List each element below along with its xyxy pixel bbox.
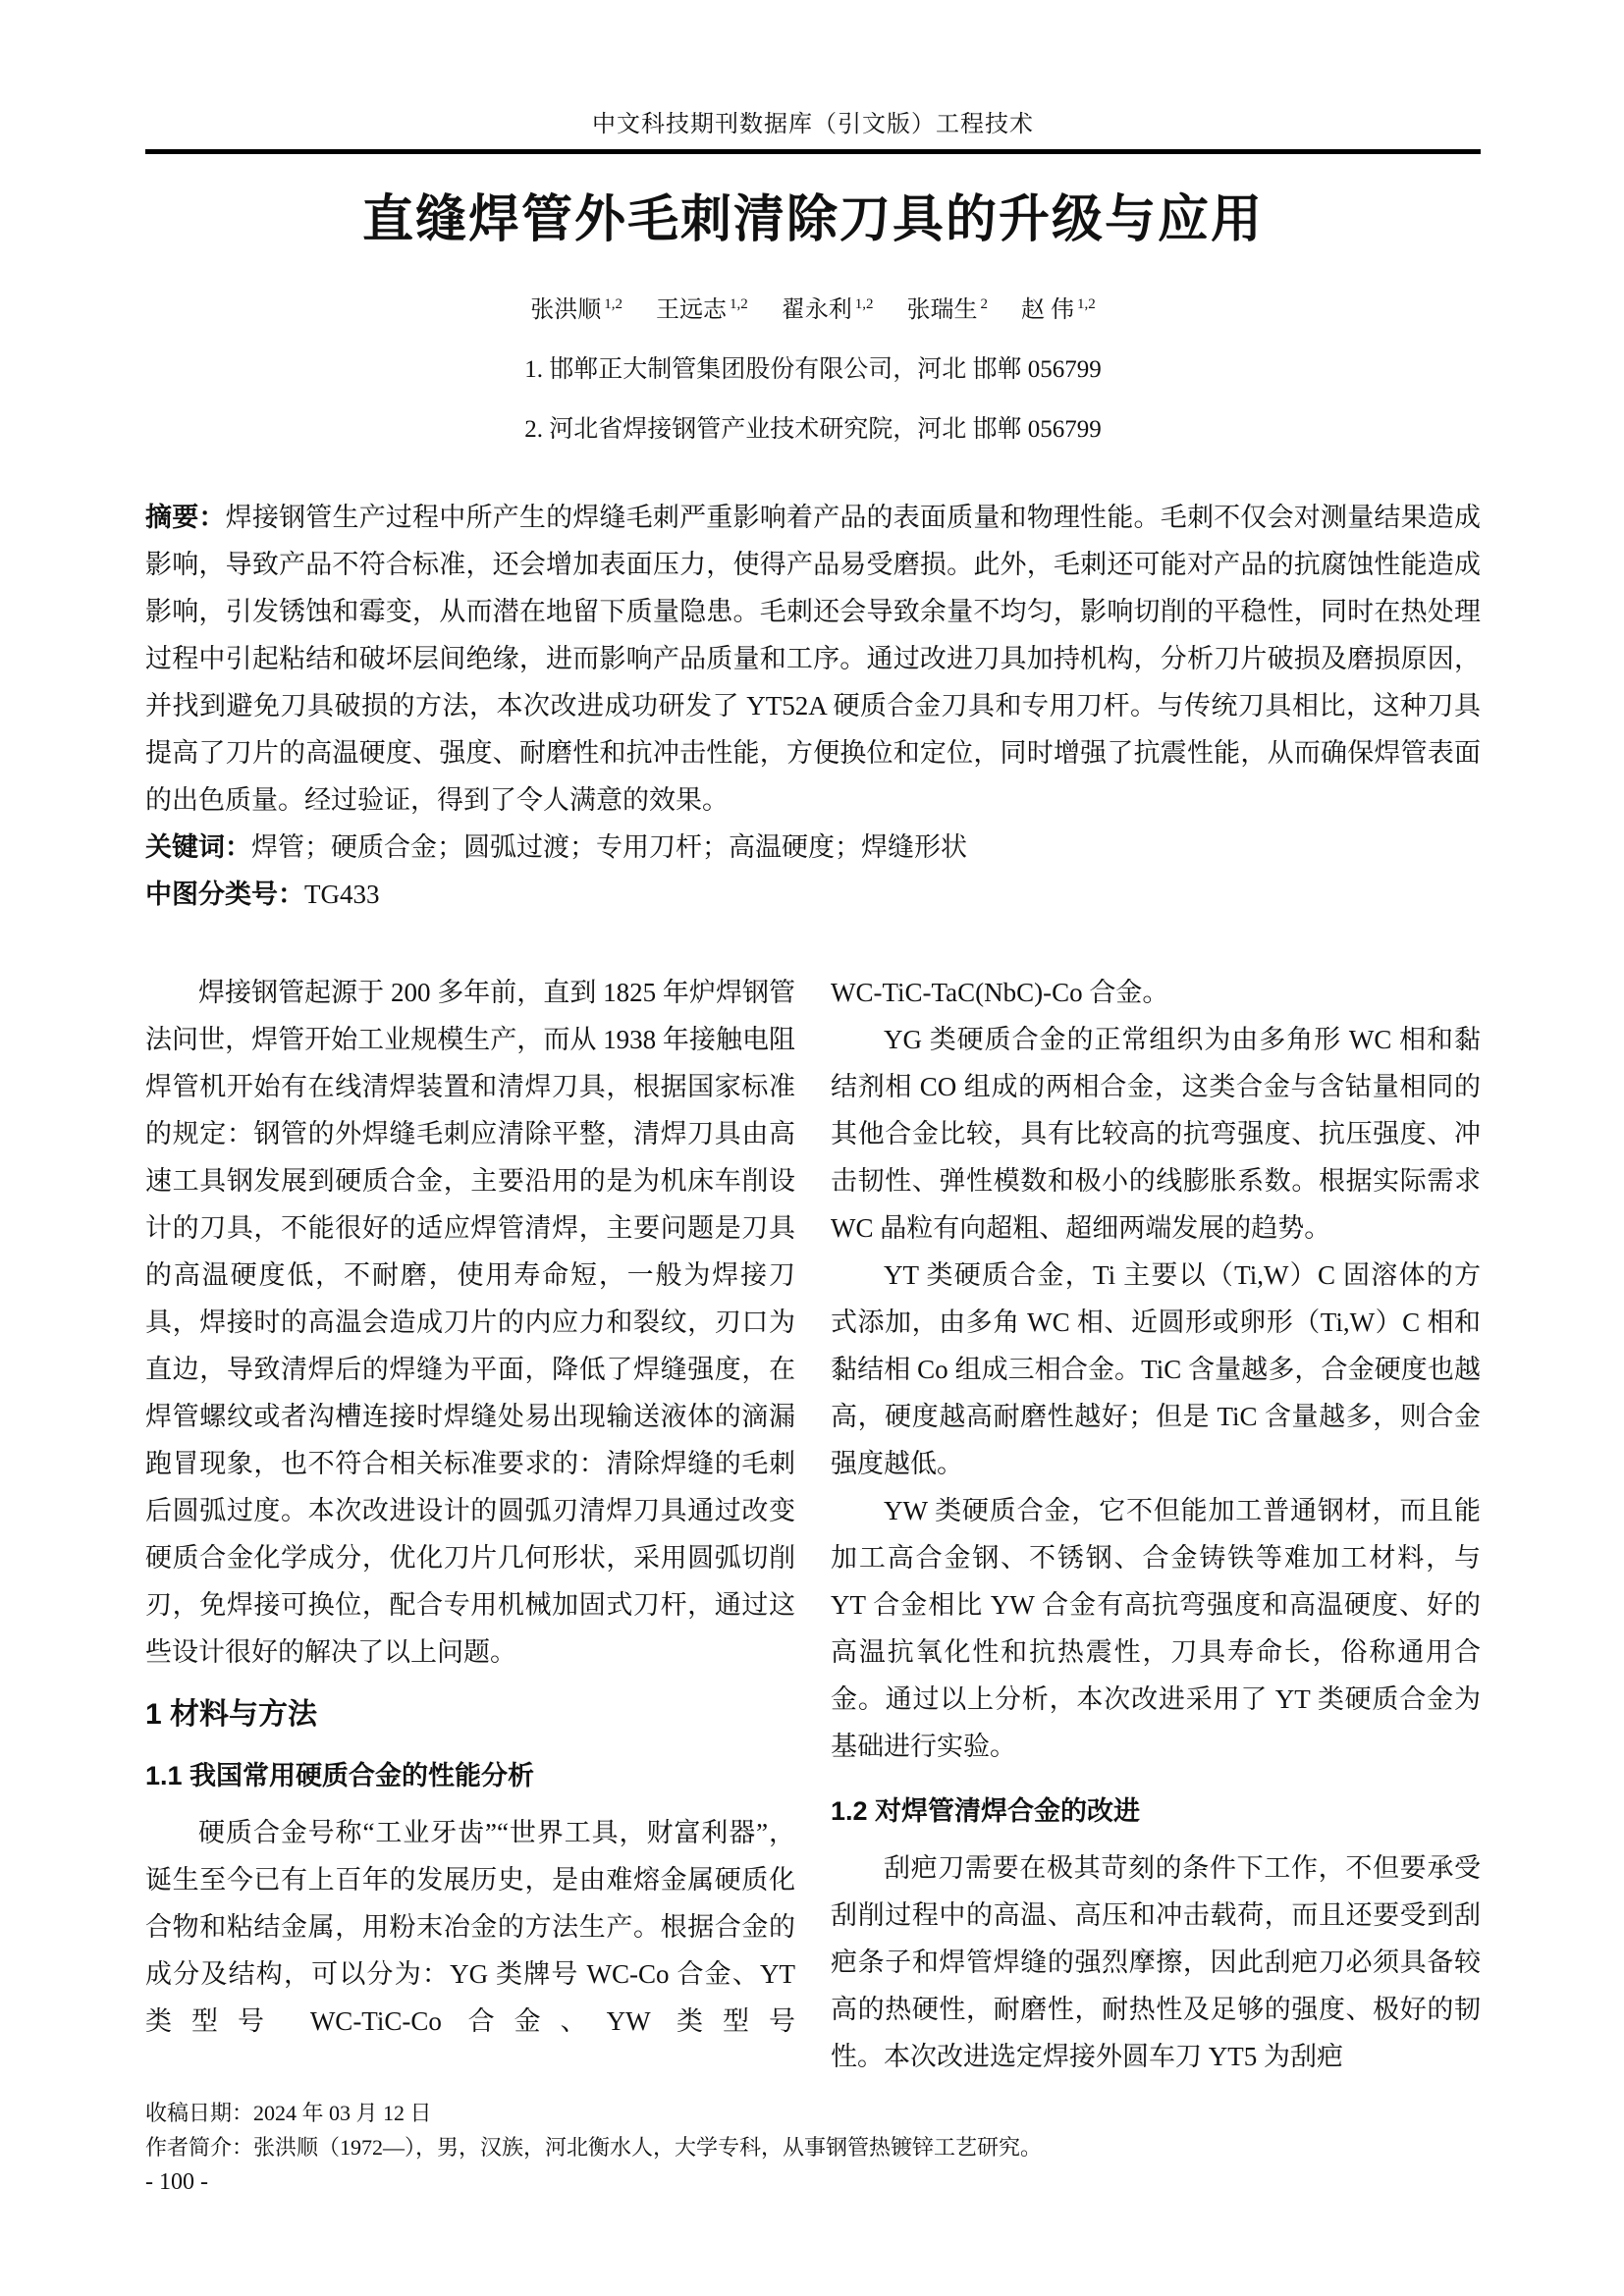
paper-title: 直缝焊管外毛刺清除刀具的升级与应用 xyxy=(361,191,1264,248)
authors-line xyxy=(145,288,1481,327)
paragraph-intro: 焊接钢管起源于 200 多年前，直到 1825 年炉焊钢管法问世，焊管开始工业规模生产，而从 1938 年接触电阻焊管机开始有在线清焊装置和清焊刀具，根据国家标准的规定：钢管的外焊缝毛刺应清除平整，清焊刀具由高速工具钢发展到硬质合金，主要沿用的是为机床车削设计的刀具，不能很好的适应焊管清焊，主要问题是刀具的高温硬度低，不耐磨，使用寿命短，一般为焊接刀具，焊接时的高温会造成刀片的内应力和裂纹，刃口为直边，导致清焊后的焊缝为平面，降低了焊缝强度，在焊管螺纹或者沟槽连接时焊缝处易出现输送液体的滴漏跑冒现象，也不符合相关标准要求的：清除焊缝的毛刺后圆弧过度。本次改进设计的圆弧刃清焊刀具通过改变硬质合金化学成分，优化刀片几何形状，采用圆弧切削刃，免焊接可换位，配合专用机械加固式刀杆，通过这些设计很好的解决了以上问题。 xyxy=(145,978,795,1667)
author-name: 张洪顺 xyxy=(530,297,602,323)
abstract-text: 焊接钢管生产过程中所产生的焊缝毛刺严重影响着产品的表面质量和物理性能。毛刺不仅会对测量结果造成影响，导致产品不符合标准，还会增加表面压力，使得产品易受磨损。此外，毛刺还可能对产品的抗腐蚀性能造成影响，引发锈蚀和霉变，从而潜在地留下质量隐患。毛刺还会导致余量不均匀，影响切削的平稳性，同时在热处理过程中引起粘结和破坏层间绝缘，进而影响产品质量和工序。通过改进刀具加持机构，分析刀片破损及磨损原因，并找到避免刀具破损的方法，本次改进成功研发了 YT52A 硬质合金刀具和专用刀杆。与传统刀具相比，这种刀具提高了刀片的高温硬度、强度、耐磨性和抗冲击性能，方便换位和定位，同时增强了抗震性能，从而确保焊管表面的出色质量。经过验证，得到了令人满意的效果。 xyxy=(145,503,1482,815)
abstract-label: 摘要： xyxy=(145,503,226,532)
clc-number xyxy=(145,871,1481,918)
footer xyxy=(145,2096,1481,2200)
keywords-text: 焊管；硬质合金；圆弧过渡；专用刀杆；高温硬度；焊缝形状 xyxy=(251,832,967,862)
paragraph-yw-alloy: YW 类硬质合金，它不但能加工普通钢材，而且能加工高合金钢、不锈钢、合金铸铁等难加工材料，与 YT 合金相比 YW 合金有高抗弯强度和高温硬度、好的高温抗氧化性和抗热震性，刀具寿命长，俗称通用合金。通过以上分析，本次改进采用了 YT 类硬质合金为基础进行实验。 xyxy=(831,1496,1481,1761)
section-heading-1: 1 材料与方法 xyxy=(145,1698,318,1731)
affiliation-line-2: 2. 河北省焊接钢管产业技术研究院，河北 邯郸 056799 xyxy=(524,416,1102,443)
author xyxy=(782,297,874,323)
author-sup: 1,2 xyxy=(854,296,874,312)
column-left xyxy=(145,969,795,2080)
author-name: 王远志 xyxy=(656,297,727,323)
clc-label: 中图分类号： xyxy=(145,880,304,909)
author xyxy=(907,297,989,323)
paragraph-alloys: 硬质合金号称“工业牙齿”“世界工具，财富利器”，诞生至今已有上百年的发展历史，是由难熔金属硬质化合物和粘结金属，用粉末冶金的方法生产。根据合金的成分及结构，可以分为：YG 类牌号 WC-Co 合金、YT 类型号 WC-TiC-Co 合金、YW 类型号 xyxy=(145,1818,795,2036)
keywords-label: 关键词： xyxy=(145,832,251,862)
subsection-heading-1-2: 1.2 对焊管清焊合金的改进 xyxy=(831,1796,1141,1826)
paragraph-yg-alloy: YG 类硬质合金的正常组织为由多角形 WC 相和黏结剂相 CO 组成的两相合金，这类合金与含钴量相同的其他合金比较，具有比较高的抗弯强度、抗压强度、冲击韧性、弹性模数和极小的线膨胀系数。根据实际需求 WC 晶粒有向超粗、超细两端发展的趋势。 xyxy=(831,1025,1481,1243)
clc-text: TG433 xyxy=(304,880,380,909)
paragraph-continuation: WC-TiC-TaC(NbC)-Co 合金。 xyxy=(831,978,1169,1007)
subsection-heading-1-1: 1.1 我国常用硬质合金的性能分析 xyxy=(145,1761,535,1790)
author xyxy=(1021,297,1096,323)
body-columns xyxy=(145,969,1481,2080)
footer-received-date: 收稿日期：2024 年 03 月 12 日 xyxy=(145,2101,432,2125)
paragraph-scraper: 刮疤刀需要在极其苛刻的条件下工作，不但要承受刮削过程中的高温、高压和冲击载荷，而且还要受到刮疤条子和焊管焊缝的强烈摩擦，因此刮疤刀必须具备较高的热硬性，耐磨性，耐热性及足够的强度、极好的韧性。本次改进选定焊接外圆车刀 YT5 为刮疤 xyxy=(831,1853,1481,2071)
keywords xyxy=(145,824,1481,871)
abstract xyxy=(145,494,1481,824)
affiliation-line-1: 1. 邯郸正大制管集团股份有限公司，河北 邯郸 056799 xyxy=(524,356,1102,383)
author-sup: 2 xyxy=(980,296,988,312)
author-name: 赵 伟 xyxy=(1021,297,1074,323)
column-right xyxy=(831,969,1481,2080)
author-name: 张瑞生 xyxy=(906,297,978,323)
author-sup: 1,2 xyxy=(1077,296,1096,312)
footer-author-bio: 作者简介：张洪顺（1972—），男，汉族，河北衡水人，大学专科，从事钢管热镀锌工艺研究。 xyxy=(145,2135,1043,2160)
journal-header: 中文科技期刊数据库（引文版）工程技术 xyxy=(592,112,1034,137)
header-rule xyxy=(145,149,1481,154)
author-name: 翟永利 xyxy=(781,297,852,323)
author xyxy=(656,297,748,323)
page-number: - 100 - xyxy=(145,2169,208,2195)
paragraph-yt-alloy: YT 类硬质合金，Ti 主要以（Ti,W）C 固溶体的方式添加，由多角 WC 相、近圆形或卵形（Ti,W）C 相和黏结相 Co 组成三相合金。TiC 含量越多，合金硬度也越高，硬度越高耐磨性越好；但是 TiC 含量越多，则合金强度越低。 xyxy=(831,1260,1481,1478)
author xyxy=(530,297,623,323)
author-sup: 1,2 xyxy=(730,296,748,312)
author-sup: 1,2 xyxy=(604,296,623,312)
